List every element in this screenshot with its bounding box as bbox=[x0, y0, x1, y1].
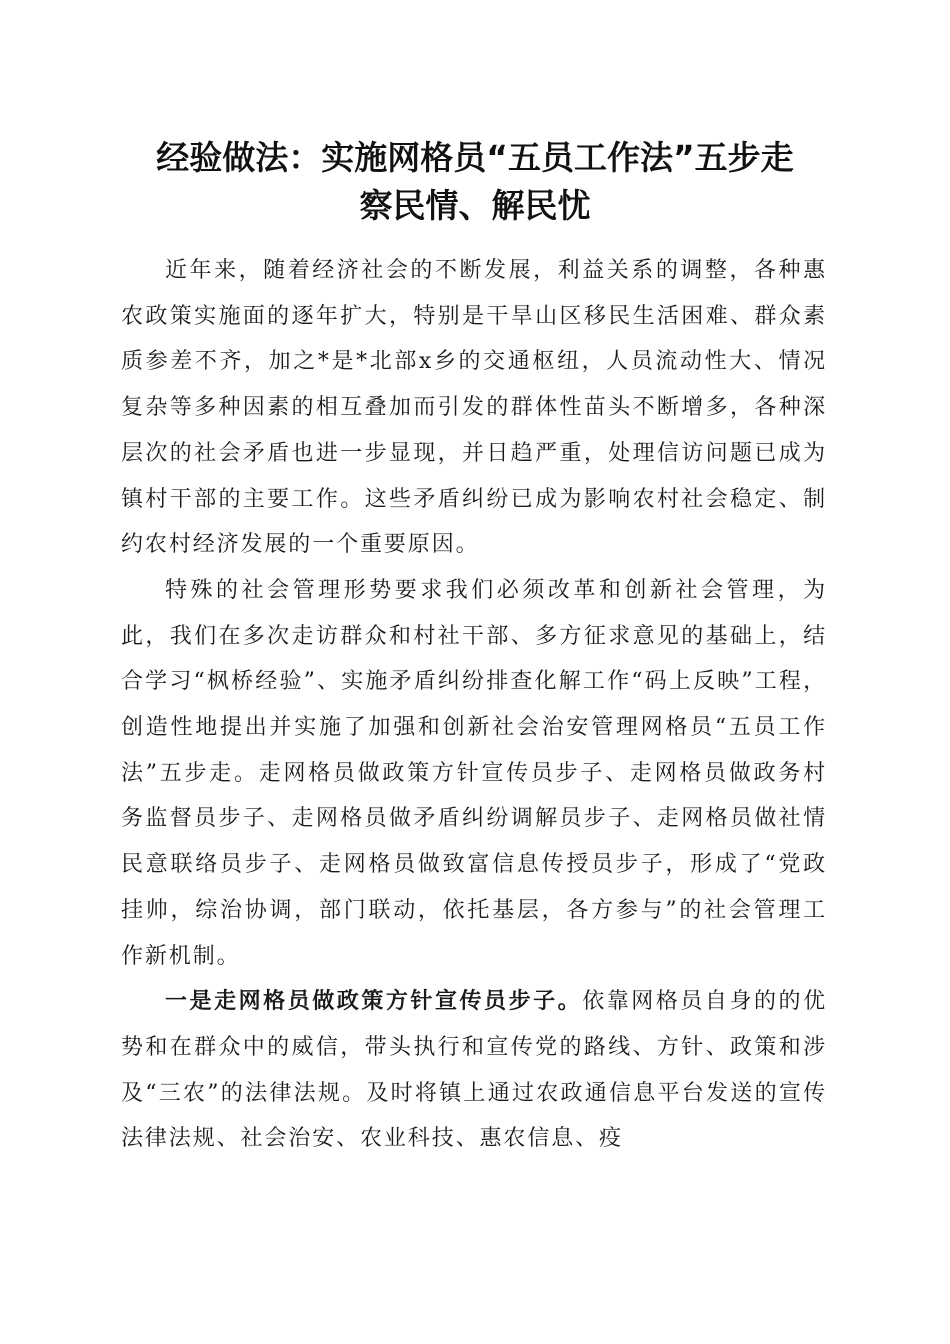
title-line-1: 经验做法：实施网格员“五员工作法”五步走 bbox=[156, 138, 794, 177]
document-body bbox=[121, 248, 827, 1162]
document-title bbox=[110, 134, 840, 230]
paragraph-text: 依靠网格员自身的的优势和在群众中的威信，带头执行和宣传党的路线、方针、政策和涉及“三农”的法律法规。及时将镇上通过农政通信息平台发送的宣传法律法规、社会治安、农业科技、惠农信息、疫 bbox=[121, 989, 827, 1152]
paragraph-2 bbox=[121, 568, 827, 979]
title-line-2: 察民情、解民忧 bbox=[359, 186, 591, 225]
paragraph-text: 近年来，随着经济社会的不断发展，利益关系的调整，各种惠农政策实施面的逐年扩大，特别是干旱山区移民生活困难、群众素质参差不齐，加之*是*北部x乡的交通枢纽，人员流动性大、情况复杂等多种因素的相互叠加而引发的群体性苗头不断增多，各种深层次的社会矛盾也进一步显现，并日趋严重，处理信访问题已成为镇村干部的主要工作。这些矛盾纠纷已成为影响农村社会稳定、制约农村经济发展的一个重要原因。 bbox=[121, 258, 827, 558]
paragraph-text: 特殊的社会管理形势要求我们必须改革和创新社会管理，为此，我们在多次走访群众和村社干部、多方征求意见的基础上，结合学习“枫桥经验”、实施矛盾纠纷排查化解工作“码上反映”工程，创造性地提出并实施了加强和创新社会治安管理网格员“五员工作法”五步走。走网格员做政策方针宣传员步子、走网格员做政务村务监督员步子、走网格员做矛盾纠纷调解员步子、走网格员做社情民意联络员步子、走网格员做致富信息传授员步子，形成了“党政挂帅，综治协调，部门联动，依托基层，各方参与”的社会管理工作新机制。 bbox=[121, 577, 827, 969]
paragraph-3 bbox=[121, 979, 827, 1162]
paragraph-1 bbox=[121, 248, 827, 568]
paragraph-lead: 一是走网格员做政策方针宣传员步子。 bbox=[165, 988, 583, 1015]
